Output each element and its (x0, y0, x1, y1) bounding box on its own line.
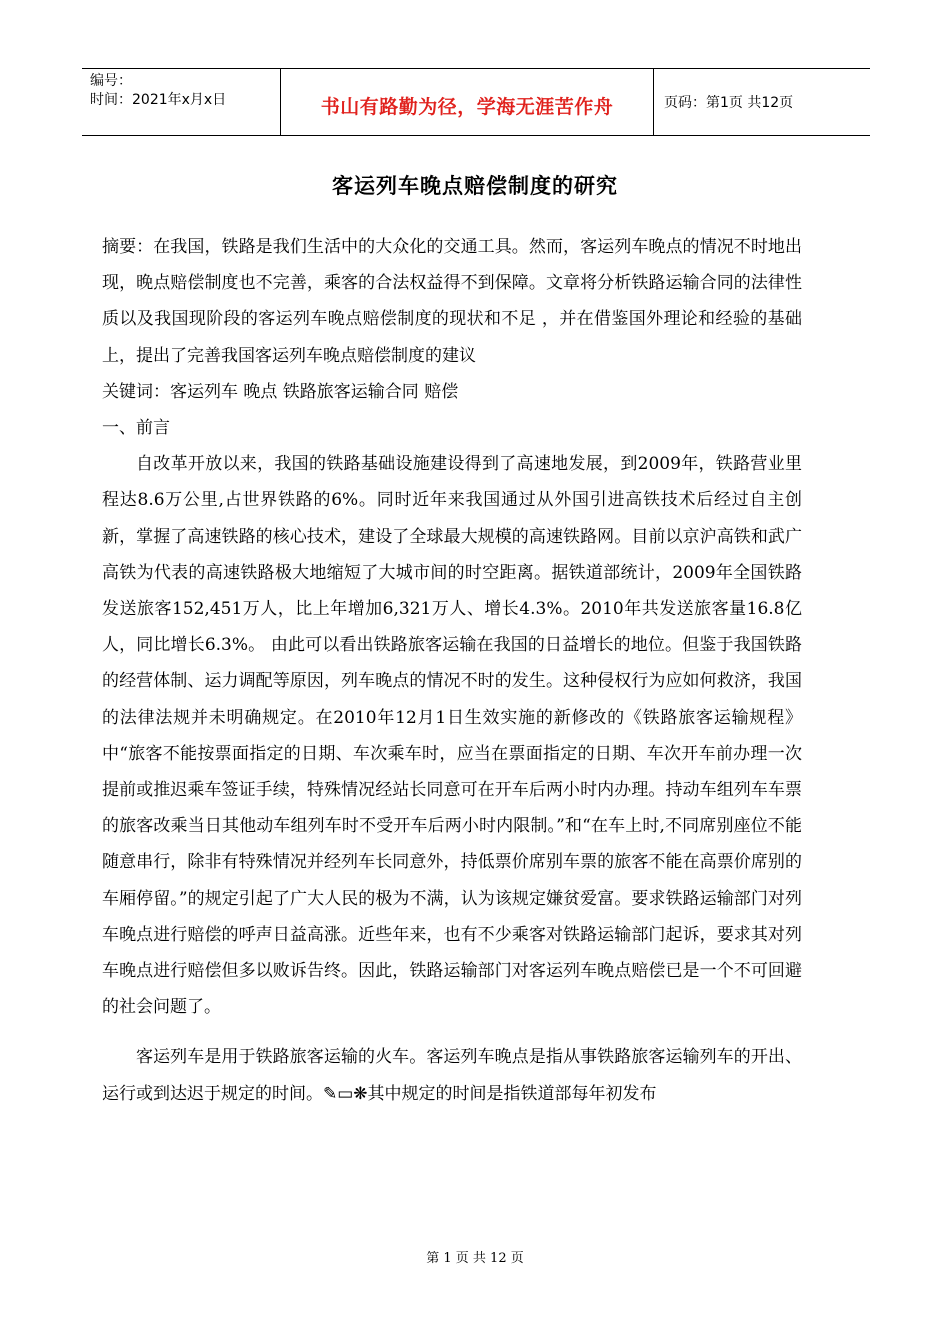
document-header (82, 68, 870, 136)
paragraph: 客运列车是用于铁路旅客运输的火车。客运列车晚点是指从事铁路旅客运输列车的开出、运行或到达迟于规定的时间。✎▭❋其中规定的时间是指铁道部每年初发布 (102, 1047, 802, 1104)
header-page-info: 页码：第1页 共12页 (664, 95, 794, 111)
page-footer: 第 1 页 共 12 页 (426, 1251, 524, 1266)
document-body (102, 229, 802, 1112)
keywords: 关键词：客运列车 晚点 铁路旅客运输合同 赔偿 (102, 381, 459, 402)
date-label: 时间：2021年x月x日 (90, 92, 227, 108)
document-title: 客运列车晚点赔偿制度的研究 (332, 174, 618, 198)
header-meta (82, 69, 280, 135)
number-label: 编号： (90, 73, 132, 89)
section-heading: 一、前言 (102, 418, 170, 439)
header-motto: 书山有路勤为径，学海无涯苦作舟 (280, 69, 654, 135)
abstract: 摘要：在我国，铁路是我们生活中的大众化的交通工具。然而，客运列车晚点的情况不时地出现，晚点赔偿制度也不完善，乘客的合法权益得不到保障。文章将分析铁路运输合同的法律性质以及我国现阶段的客运列车晚点赔偿制度的现状和不足 ，并在借鉴国外理论和经验的基础上，提出了完善我国客运列车晚点赔偿制度的建议 (102, 237, 802, 366)
paragraph: 自改革开放以来，我国的铁路基础设施建设得到了高速地发展，到2009年，铁路营业里程达8.6万公里,占世界铁路的6%。同时近年来我国通过从外国引进高铁技术后经过自主创新，掌握了高速铁路的核心技术，建设了全球最大规模的高速铁路网。目前以京沪高铁和武广高铁为代表的高速铁路极大地缩短了大城市间的时空距离。据铁道部统计，2009年全国铁路发送旅客152,451万人，比上年增加6,321万人、增长4.3%。2010年共发送旅客量16.8亿人，同比增长6.3%。 由此可以看出铁路旅客运输在我国的日益增长的地位。但鉴于我国铁路的经营体制、运力调配等原因，列车晚点的情况不时的发生。这种侵权行为应如何救济，我国的法律法规并未明确规定。在2010年12月1日生效实施的新修改的《铁路旅客运输规程》中“旅客不能按票面指定的日期、车次乘车时，应当在票面指定的日期、车次开车前办理一次提前或推迟乘车签证手续，特殊情况经站长同意可在开车后两小时内办理。持动车组列车车票的旅客改乘当日其他动车组列车时不受开车后两小时内限制。”和“在车上时,不同席别座位不能随意串行，除非有特殊情况并经列车长同意外，持低票价席别车票的旅客不能在高票价席别的车厢停留。”的规定引起了广大人民的极为不满，认为该规定嫌贫爱富。要求铁路运输部门对列车晚点进行赔偿的呼声日益高涨。近些年来，也有不少乘客对铁路运输部门起诉，要求其对列车晚点进行赔偿但多以败诉告终。因此，铁路运输部门对客运列车晚点赔偿已是一个不可回避的社会问题了。 (102, 454, 802, 1018)
